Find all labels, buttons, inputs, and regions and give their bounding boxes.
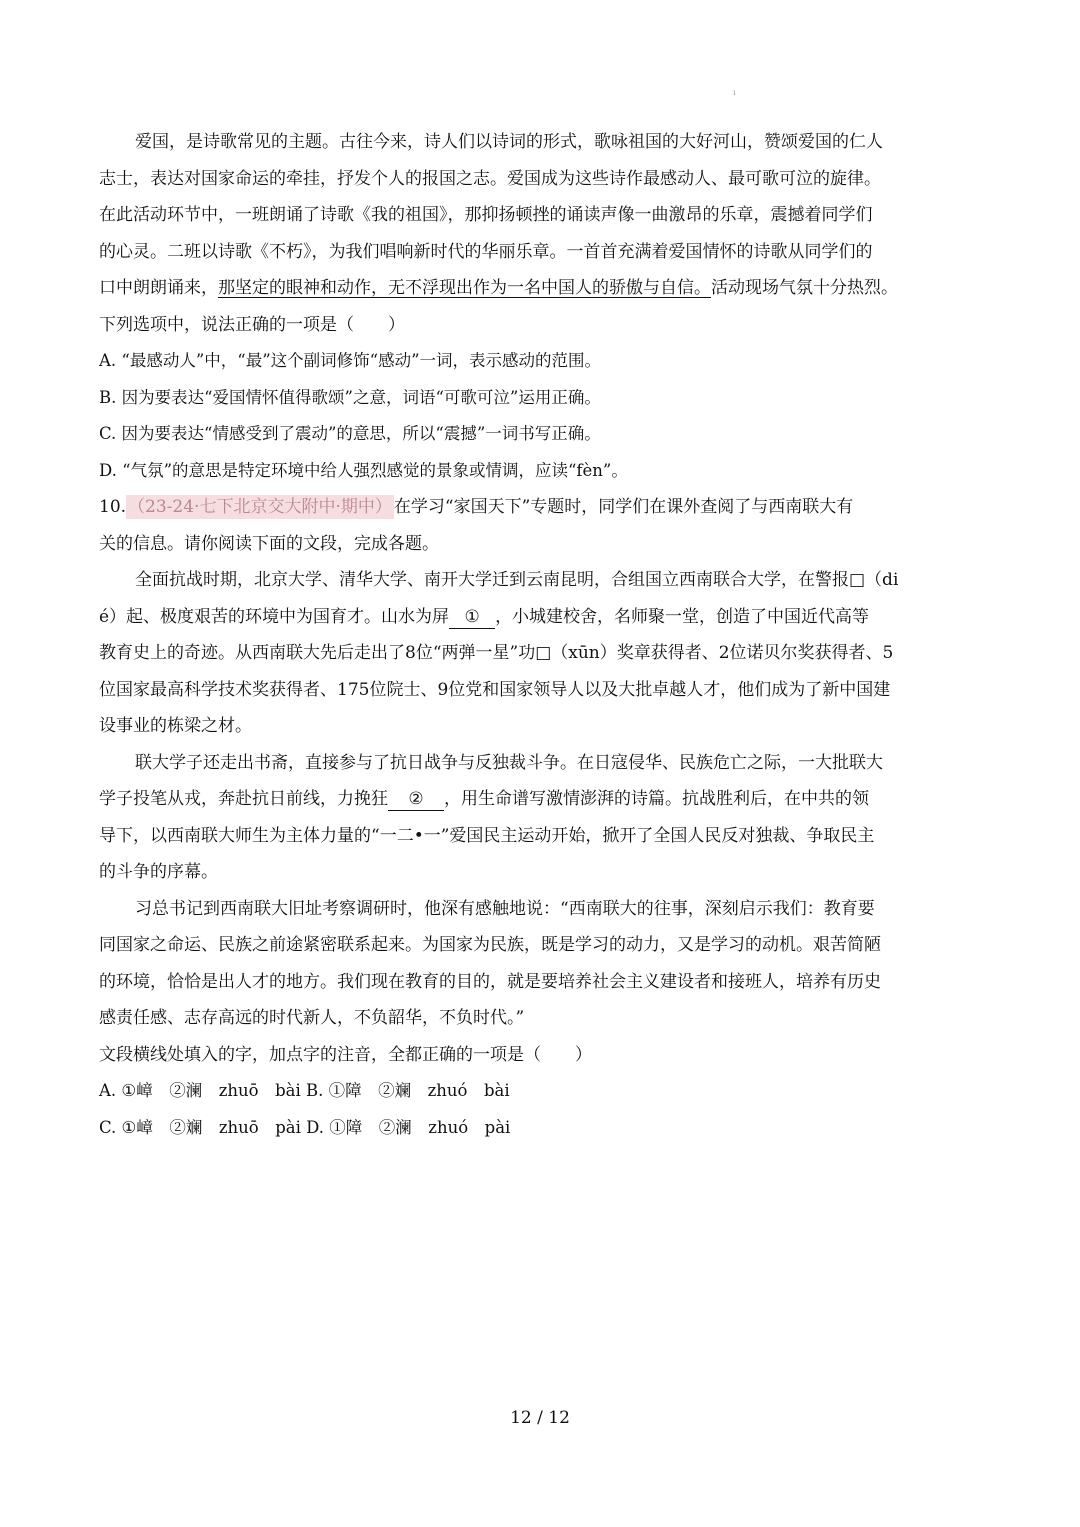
passage1-line3: 在此活动环节中，一班朗诵了诗歌《我的祖国》，那抑扬顿挫的诵读声像一曲激昂的乐章，震撼着同学们 — [99, 205, 873, 225]
q10-intro-line1: 在学习“家国天下”专题时，同学们在课外查阅了与西南联大有 — [393, 497, 854, 517]
q9-option-b: B. 因为要表达“爱国情怀值得歌颂”之意，词语“可歌可泣”运用正确。 — [99, 387, 601, 407]
q10-p2-line3: 导下，以西南联大师生为主体力量的“一二•一”爱国民主运动开始，掀开了全国人民反对独裁、争取民主 — [99, 825, 875, 846]
q10-p3-line4: 感责任感、志存高远的时代新人，不负韶华，不负时代。” — [99, 1008, 525, 1028]
q10-p1-line2-pre: é）起、极度艰苦的环境中为国育才。山水为屏 — [99, 606, 450, 627]
blank-1: ① — [449, 606, 495, 629]
page-number: 12 / 12 — [510, 1408, 570, 1428]
q10-p3-line3: 的环境，恰恰是出人才的地方。我们现在教育的目的，就是要培养社会主义建设者和接班人，培养有历史 — [99, 971, 881, 992]
q10-p3-line1: 习总书记到西南联大旧址考察调研时，他深有感触地说：“西南联大的往事，深刻启示我们：教育要 — [135, 898, 875, 919]
q10-p1-line5: 设事业的栋梁之材。 — [99, 716, 252, 736]
blank-2: ② — [388, 788, 444, 811]
q9-option-c: C. 因为要表达“情感受到了震动”的意思，所以“震撼”一词书写正确。 — [99, 424, 601, 443]
q9-prompt: 下列选项中，说法正确的一项是（ ） — [99, 314, 405, 335]
q10-options-ab: A. ①嶂 ②澜 zhuō bài B. ①障 ②斓 zhuó bài — [99, 1081, 510, 1100]
q10-p1-line2 — [99, 599, 999, 636]
underlined-sentence: 那坚定的眼神和动作，无不浮现出作为一名中国人的骄傲与自信。 — [218, 278, 711, 298]
q10-p2-line2-pre: 学子投笔从戎，奔赴抗日前线，力挽狂 — [99, 789, 388, 809]
q10-options-cd: C. ①嶂 ②斓 zhuō pài D. ①障 ②澜 zhuó pài — [99, 1117, 511, 1137]
q10-source-tag: （23-24·七下北京交大附中·期中） — [128, 497, 392, 517]
passage1-line1: 爱国，是诗歌常见的主题。古往今来，诗人们以诗词的形式，歌咏祖国的大好河山，赞颂爱国的仁人 — [135, 132, 883, 152]
q10-p2-line2 — [99, 781, 999, 818]
q10-p1-line1: 全面抗战时期，北京大学、清华大学、南开大学迁到云南昆明，合组国立西南联合大学，在警报□（di — [135, 570, 899, 590]
passage1-line5 — [99, 270, 999, 307]
q10-p2-line1: 联大学子还走出书斋，直接参与了抗日战争与反独裁斗争。在日寇侵华、民族危亡之际，一大批联大 — [135, 752, 883, 773]
passage1-line5-pre: 口中朗朗诵来， — [99, 278, 218, 298]
q10-p2-line2-post: ，用生命谱写激情澎湃的诗篇。抗战胜利后，在中共的领 — [444, 789, 869, 809]
passage1-line5-post: 活动现场气氛十分热烈。 — [711, 278, 898, 298]
q10-p1-line2-post: ，小城建校舍，名师聚一堂，创造了中国近代高等 — [495, 606, 870, 627]
passage1-line4: 的心灵。二班以诗歌《不朽》，为我们唱响新时代的华丽乐章。一首首充满着爱国情怀的诗歌从同学们的 — [99, 241, 873, 262]
q10-p1-line4: 位国家最高科学技术奖获得者、175位院士、9位党和国家领导人以及大批卓越人才，他们成为了新中国建 — [99, 679, 891, 700]
q9-option-d: D. “气氛”的意思是特定环境中给人强烈感觉的景象或情调，应读“fèn”。 — [99, 460, 628, 480]
q10-p2-line4: 的斗争的序幕。 — [99, 862, 218, 882]
q9-option-a: A. “最感动人”中，“最”这个副词修饰“感动”一词，表示感动的范围。 — [99, 351, 602, 370]
page-mark: ı — [733, 88, 736, 97]
q10-p1-line3: 教育史上的奇迹。从西南联大先后走出了8位“两弹一星”功□（xūn）奖章获得者、2位诺贝尔奖获得者、5 — [99, 643, 894, 663]
q10-number: 10. — [99, 497, 127, 517]
q10-intro-line2: 关的信息。请你阅读下面的文段，完成各题。 — [99, 533, 439, 554]
q10-p3-line2: 同国家之命运、民族之前途紧密联系起来。为国家为民族，既是学习的动力，又是学习的动机。艰苦简陋 — [99, 935, 881, 955]
q10-prompt: 文段横线处填入的字，加点字的注音，全都正确的一项是（ ） — [99, 1044, 592, 1065]
document-body — [99, 124, 999, 1146]
passage1-line2: 志士，表达对国家命运的牵挂，抒发个人的报国之志。爱国成为这些诗作最感动人、最可歌可泣的旋律。 — [99, 168, 881, 189]
q10-header — [99, 489, 999, 526]
